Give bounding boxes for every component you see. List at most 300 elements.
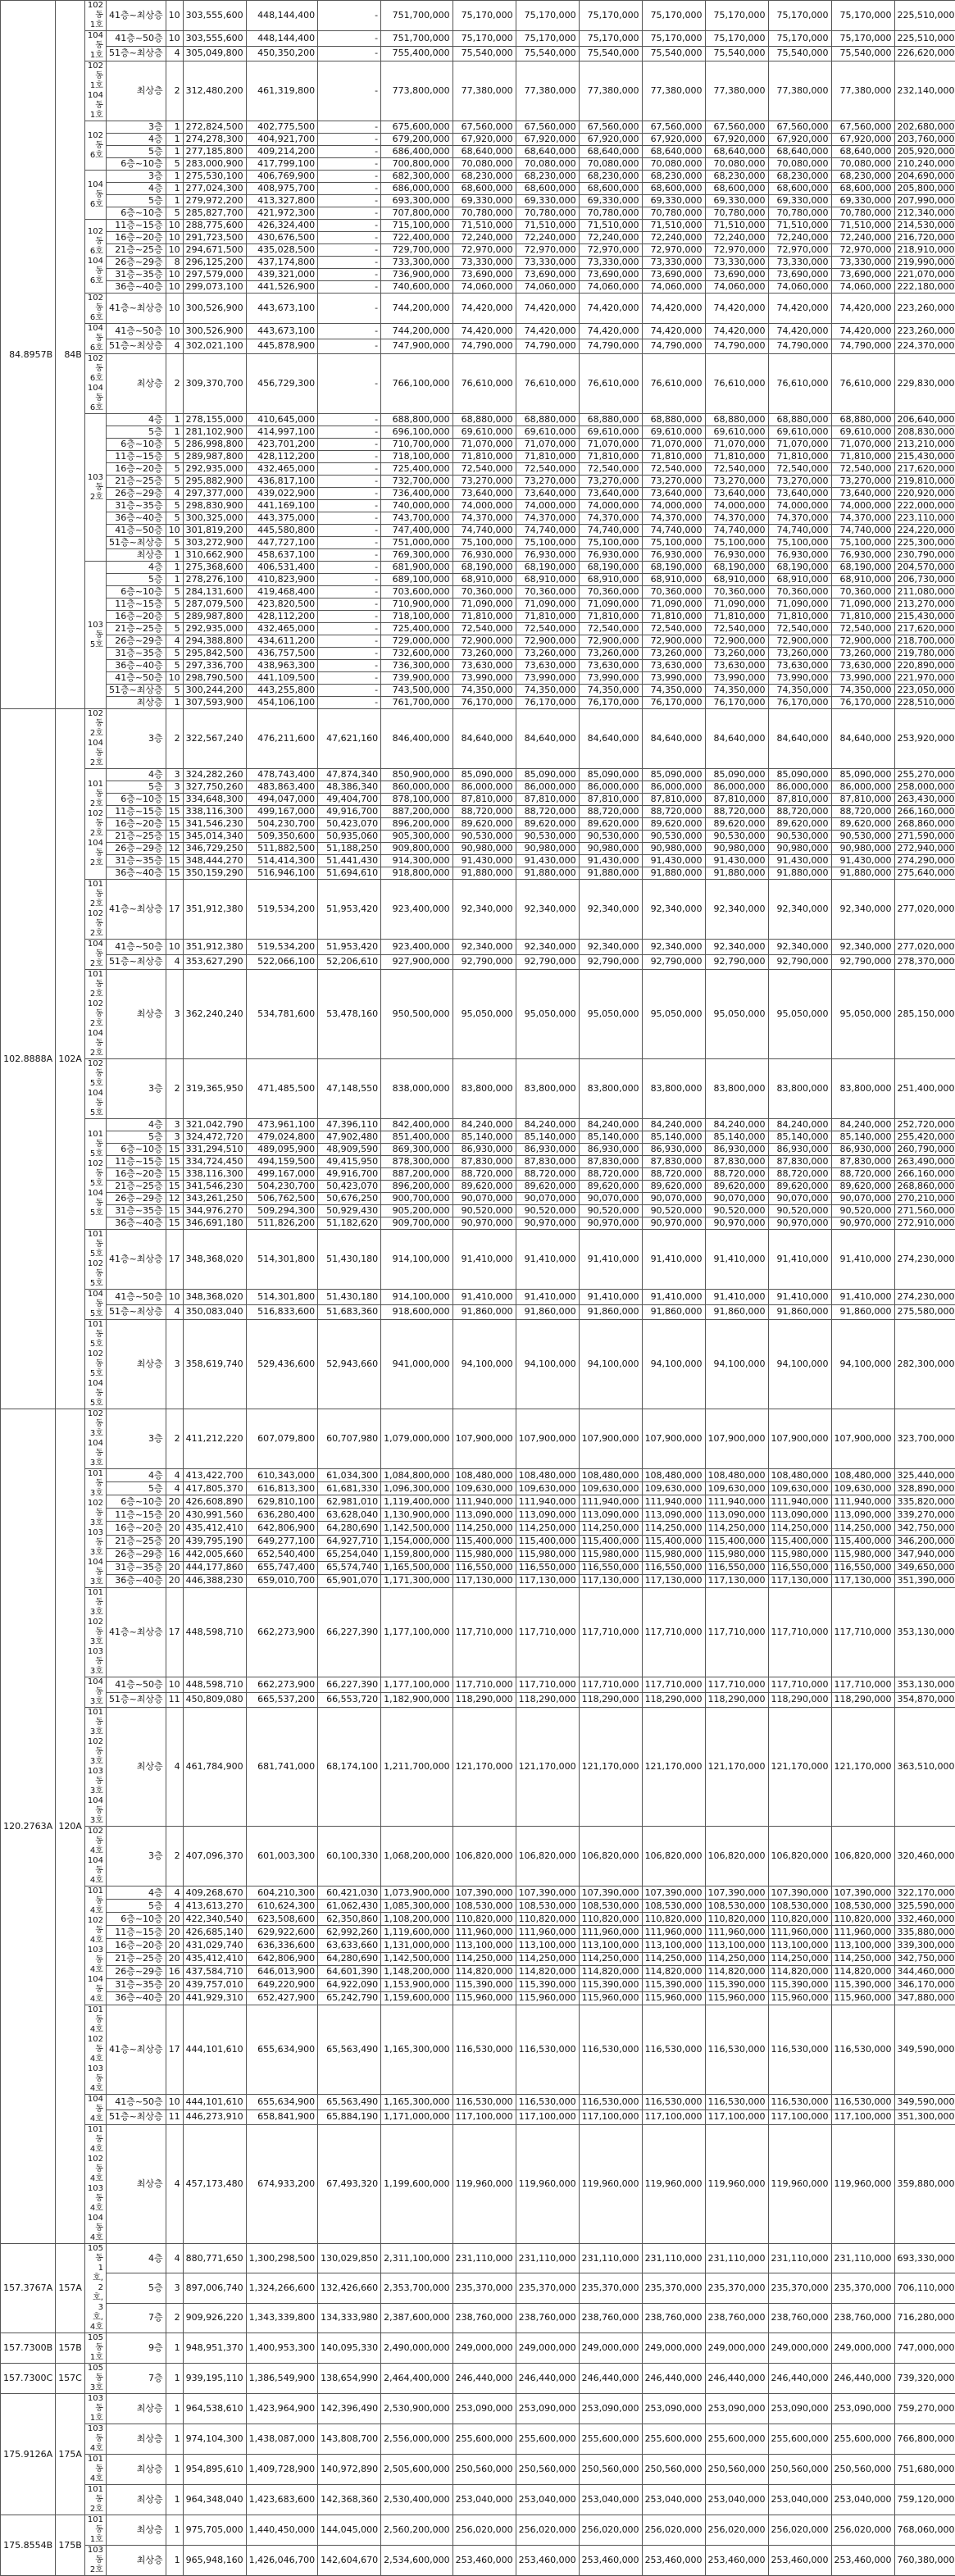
installment-6-cell: 115,400,000 <box>831 1535 894 1548</box>
count-cell: 1 <box>166 562 183 574</box>
installment-5-cell: 117,710,000 <box>768 1677 831 1693</box>
installment-3-cell: 89,620,000 <box>642 818 705 831</box>
extension-cell: 68,174,100 <box>318 1708 381 1827</box>
balance-cell: 225,510,000 <box>894 31 955 47</box>
floor-cell: 5층 <box>106 1131 166 1144</box>
deposit-cell: 74,420,000 <box>452 294 516 324</box>
installment-1-cell: 88,720,000 <box>516 1168 579 1181</box>
installment-6-cell: 108,530,000 <box>831 1900 894 1913</box>
total-price-cell: 851,400,000 <box>381 1131 452 1144</box>
installment-2-cell: 91,410,000 <box>579 1230 642 1290</box>
installment-6-cell: 90,070,000 <box>831 1193 894 1205</box>
floor-cell: 3층 <box>106 1409 166 1469</box>
installment-1-cell: 90,070,000 <box>516 1193 579 1205</box>
extension-cell: 64,280,690 <box>318 1952 381 1965</box>
installment-2-cell: 253,040,000 <box>579 2485 642 2515</box>
installment-6-cell: 115,980,000 <box>831 1548 894 1561</box>
balance-cell: 335,880,000 <box>894 1926 955 1939</box>
balance-cell: 220,890,000 <box>894 660 955 672</box>
extension-cell: 47,874,340 <box>318 769 381 781</box>
extension-cell: 51,182,620 <box>318 1217 381 1230</box>
deposit-cell: 116,530,000 <box>452 2005 516 2095</box>
installment-1-cell: 74,790,000 <box>516 339 579 354</box>
deposit-cell: 71,090,000 <box>452 598 516 611</box>
installment-4-cell: 68,910,000 <box>705 574 768 586</box>
extension-cell: 143,808,700 <box>318 2424 381 2455</box>
count-cell: 15 <box>166 1217 183 1230</box>
installment-2-cell: 231,110,000 <box>579 2244 642 2273</box>
balance-cell: 347,940,000 <box>894 1548 955 1561</box>
floor-cell: 36층~40층 <box>106 660 166 672</box>
installment-4-cell: 106,820,000 <box>705 1827 768 1886</box>
count-cell: 12 <box>166 843 183 855</box>
total-price-cell: 688,800,000 <box>381 414 452 426</box>
deposit-cell: 67,560,000 <box>452 121 516 134</box>
deposit-cell: 253,040,000 <box>452 2485 516 2515</box>
count-cell: 1 <box>166 2424 183 2455</box>
count-cell: 17 <box>166 880 183 940</box>
installment-5-cell: 71,070,000 <box>768 439 831 451</box>
balance-cell: 339,300,000 <box>894 1939 955 1952</box>
installment-1-cell: 113,090,000 <box>516 1509 579 1522</box>
installment-5-cell: 69,330,000 <box>768 195 831 207</box>
installment-4-cell: 255,600,000 <box>705 2424 768 2455</box>
table-row <box>1 769 955 781</box>
deposit-cell: 231,110,000 <box>452 2244 516 2273</box>
floor-cell: 41층~최상층 <box>106 1 166 31</box>
total-price-cell: 751,700,000 <box>381 1 452 31</box>
installment-5-cell: 108,480,000 <box>768 1469 831 1482</box>
count-cell: 15 <box>166 818 183 831</box>
table-row <box>1 2333 955 2364</box>
installment-3-cell: 111,960,000 <box>642 1926 705 1939</box>
installment-2-cell: 72,900,000 <box>579 635 642 648</box>
count-cell: 3 <box>166 1320 183 1409</box>
installment-6-cell: 109,630,000 <box>831 1482 894 1495</box>
installment-1-cell: 92,790,000 <box>516 954 579 970</box>
count-cell: 15 <box>166 1156 183 1168</box>
installment-6-cell: 72,900,000 <box>831 635 894 648</box>
unit-cell: 104동 5호 <box>84 1290 106 1320</box>
land-cost-cell: 439,795,190 <box>183 1535 246 1548</box>
land-cost-cell: 281,102,900 <box>183 426 246 439</box>
build-cost-cell: 506,762,500 <box>246 1193 317 1205</box>
installment-2-cell: 70,360,000 <box>579 586 642 598</box>
installment-5-cell: 107,900,000 <box>768 1409 831 1469</box>
installment-4-cell: 116,530,000 <box>705 2095 768 2110</box>
installment-6-cell: 71,510,000 <box>831 220 894 232</box>
installment-1-cell: 91,410,000 <box>516 1290 579 1305</box>
balance-cell: 223,110,000 <box>894 512 955 525</box>
table-row <box>1 1469 955 1482</box>
floor-cell: 최상층 <box>106 2125 166 2244</box>
installment-1-cell: 75,100,000 <box>516 537 579 549</box>
total-price-cell: 736,900,000 <box>381 269 452 281</box>
deposit-cell: 89,620,000 <box>452 1181 516 1193</box>
floor-cell: 5층 <box>106 195 166 207</box>
floor-cell: 4층 <box>106 183 166 195</box>
installment-5-cell: 238,760,000 <box>768 2303 831 2333</box>
total-price-cell: 1,085,300,000 <box>381 1900 452 1913</box>
extension-cell: 62,992,260 <box>318 1926 381 1939</box>
count-cell: 10 <box>166 220 183 232</box>
installment-1-cell: 71,810,000 <box>516 451 579 463</box>
installment-6-cell: 107,900,000 <box>831 1409 894 1469</box>
build-cost-cell: 629,810,100 <box>246 1495 317 1509</box>
balance-cell: 277,020,000 <box>894 940 955 955</box>
balance-cell: 751,680,000 <box>894 2455 955 2485</box>
installment-6-cell: 121,170,000 <box>831 1708 894 1827</box>
build-cost-cell: 511,826,200 <box>246 1217 317 1230</box>
installment-2-cell: 83,800,000 <box>579 1059 642 1119</box>
total-price-cell: 950,500,000 <box>381 970 452 1059</box>
installment-4-cell: 73,270,000 <box>705 476 768 488</box>
balance-cell: 272,940,000 <box>894 843 955 855</box>
installment-5-cell: 71,090,000 <box>768 598 831 611</box>
installment-4-cell: 74,790,000 <box>705 339 768 354</box>
deposit-cell: 91,880,000 <box>452 867 516 880</box>
installment-1-cell: 117,100,000 <box>516 2109 579 2125</box>
installment-3-cell: 72,540,000 <box>642 623 705 635</box>
area-cell: 175B <box>56 2515 85 2576</box>
installment-5-cell: 114,250,000 <box>768 1952 831 1965</box>
build-cost-cell: 423,820,500 <box>246 598 317 611</box>
land-cost-cell: 310,662,900 <box>183 549 246 562</box>
installment-6-cell: 90,530,000 <box>831 831 894 843</box>
build-cost-cell: 448,144,400 <box>246 31 317 47</box>
installment-6-cell: 91,430,000 <box>831 855 894 867</box>
installment-3-cell: 67,920,000 <box>642 134 705 146</box>
balance-cell: 268,860,000 <box>894 818 955 831</box>
installment-1-cell: 116,530,000 <box>516 2005 579 2095</box>
installment-2-cell: 72,240,000 <box>579 232 642 244</box>
count-cell: 4 <box>166 339 183 354</box>
land-cost-cell: 309,370,700 <box>183 354 246 414</box>
land-cost-cell: 343,261,250 <box>183 1193 246 1205</box>
installment-6-cell: 71,810,000 <box>831 451 894 463</box>
extension-cell: 51,188,250 <box>318 843 381 855</box>
installment-3-cell: 84,640,000 <box>642 709 705 769</box>
extension-cell: - <box>318 244 381 257</box>
land-cost-cell: 413,613,270 <box>183 1900 246 1913</box>
land-cost-cell: 348,368,020 <box>183 1230 246 1290</box>
installment-3-cell: 107,900,000 <box>642 1409 705 1469</box>
installment-1-cell: 68,910,000 <box>516 574 579 586</box>
total-price-cell: 751,000,000 <box>381 537 452 549</box>
balance-cell: 255,270,000 <box>894 769 955 781</box>
table-row <box>1 2303 955 2333</box>
table-row <box>1 970 955 1059</box>
count-cell: 1 <box>166 2364 183 2394</box>
installment-2-cell: 117,710,000 <box>579 1588 642 1677</box>
build-cost-cell: 1,423,683,600 <box>246 2485 317 2515</box>
installment-2-cell: 91,880,000 <box>579 867 642 880</box>
land-cost-cell: 431,029,740 <box>183 1939 246 1952</box>
extension-cell: 51,953,420 <box>318 940 381 955</box>
deposit-cell: 117,130,000 <box>452 1574 516 1587</box>
installment-6-cell: 72,540,000 <box>831 463 894 476</box>
build-cost-cell: 435,028,500 <box>246 244 317 257</box>
installment-5-cell: 84,240,000 <box>768 1119 831 1131</box>
balance-cell: 213,270,000 <box>894 598 955 611</box>
count-cell: 10 <box>166 244 183 257</box>
balance-cell: 271,560,000 <box>894 1205 955 1217</box>
balance-cell: 219,990,000 <box>894 257 955 269</box>
extension-cell: - <box>318 648 381 660</box>
build-cost-cell: 499,167,000 <box>246 806 317 818</box>
installment-1-cell: 69,610,000 <box>516 426 579 439</box>
table-row <box>1 1913 955 1926</box>
floor-cell: 11층~15층 <box>106 598 166 611</box>
count-cell: 5 <box>166 586 183 598</box>
table-row <box>1 1230 955 1290</box>
installment-3-cell: 85,140,000 <box>642 1131 705 1144</box>
total-price-cell: 725,400,000 <box>381 463 452 476</box>
balance-cell: 359,880,000 <box>894 2125 955 2244</box>
land-cost-cell: 303,555,600 <box>183 31 246 47</box>
table-row <box>1 1827 955 1886</box>
total-price-cell: 2,556,000,000 <box>381 2424 452 2455</box>
total-price-cell: 740,600,000 <box>381 281 452 294</box>
extension-cell: 49,916,700 <box>318 806 381 818</box>
build-cost-cell: 522,066,100 <box>246 954 317 970</box>
balance-cell: 282,300,000 <box>894 1320 955 1409</box>
build-cost-cell: 434,611,200 <box>246 635 317 648</box>
deposit-cell: 114,250,000 <box>452 1952 516 1965</box>
table-row <box>1 831 955 843</box>
installment-2-cell: 92,790,000 <box>579 954 642 970</box>
installment-4-cell: 87,830,000 <box>705 1156 768 1168</box>
count-cell: 4 <box>166 488 183 500</box>
floor-cell: 6층~10층 <box>106 1495 166 1509</box>
total-price-cell: 914,100,000 <box>381 1230 452 1290</box>
extension-cell: 142,604,670 <box>318 2546 381 2576</box>
floor-cell: 36층~40층 <box>106 512 166 525</box>
installment-2-cell: 119,960,000 <box>579 2125 642 2244</box>
unit-cell: 102동 3호 104동 3호 <box>84 1409 106 1469</box>
balance-cell: 760,380,000 <box>894 2546 955 2576</box>
installment-4-cell: 94,100,000 <box>705 1320 768 1409</box>
floor-cell: 16층~20층 <box>106 463 166 476</box>
build-cost-cell: 430,676,500 <box>246 232 317 244</box>
count-cell: 1 <box>166 2515 183 2546</box>
installment-3-cell: 92,790,000 <box>642 954 705 970</box>
table-row <box>1 1548 955 1561</box>
installment-3-cell: 76,610,000 <box>642 354 705 414</box>
installment-4-cell: 74,740,000 <box>705 525 768 537</box>
installment-6-cell: 75,100,000 <box>831 537 894 549</box>
balance-cell: 232,140,000 <box>894 61 955 121</box>
installment-6-cell: 76,930,000 <box>831 549 894 562</box>
installment-3-cell: 72,970,000 <box>642 244 705 257</box>
unit-cell: 101동 5호 102동 5호 <box>84 1230 106 1290</box>
floor-cell: 5층 <box>106 781 166 794</box>
count-cell: 5 <box>166 685 183 697</box>
installment-6-cell: 87,830,000 <box>831 1156 894 1168</box>
table-row <box>1 158 955 171</box>
extension-cell: - <box>318 195 381 207</box>
deposit-cell: 67,920,000 <box>452 134 516 146</box>
balance-cell: 206,640,000 <box>894 414 955 426</box>
build-cost-cell: 1,386,549,900 <box>246 2364 317 2394</box>
floor-cell: 51층~최상층 <box>106 1692 166 1708</box>
land-cost-cell: 417,805,370 <box>183 1482 246 1495</box>
build-cost-cell: 519,534,200 <box>246 940 317 955</box>
floor-cell: 26층~29층 <box>106 843 166 855</box>
installment-6-cell: 249,000,000 <box>831 2333 894 2364</box>
extension-cell: 63,633,660 <box>318 1939 381 1952</box>
installment-3-cell: 256,020,000 <box>642 2515 705 2546</box>
installment-6-cell: 74,000,000 <box>831 500 894 512</box>
balance-cell: 219,810,000 <box>894 476 955 488</box>
land-cost-cell: 284,131,600 <box>183 586 246 598</box>
installment-5-cell: 94,100,000 <box>768 1320 831 1409</box>
installment-3-cell: 74,350,000 <box>642 685 705 697</box>
table-row <box>1 574 955 586</box>
installment-3-cell: 74,740,000 <box>642 525 705 537</box>
build-cost-cell: 443,673,100 <box>246 294 317 324</box>
floor-cell: 최상층 <box>106 697 166 709</box>
installment-3-cell: 87,830,000 <box>642 1156 705 1168</box>
land-cost-cell: 348,368,020 <box>183 1290 246 1305</box>
land-cost-cell: 974,104,300 <box>183 2424 246 2455</box>
build-cost-cell: 658,841,900 <box>246 2109 317 2125</box>
build-cost-cell: 1,438,087,000 <box>246 2424 317 2455</box>
installment-2-cell: 71,070,000 <box>579 439 642 451</box>
count-cell: 10 <box>166 1 183 31</box>
build-cost-cell: 450,350,200 <box>246 46 317 61</box>
total-price-cell: 2,353,700,000 <box>381 2273 452 2303</box>
land-cost-cell: 426,685,140 <box>183 1926 246 1939</box>
installment-5-cell: 117,710,000 <box>768 1588 831 1677</box>
land-cost-cell: 292,935,000 <box>183 463 246 476</box>
floor-cell: 6층~10층 <box>106 158 166 171</box>
installment-4-cell: 86,000,000 <box>705 781 768 794</box>
installment-4-cell: 116,550,000 <box>705 1561 768 1574</box>
build-cost-cell: 662,273,900 <box>246 1677 317 1693</box>
installment-4-cell: 73,260,000 <box>705 648 768 660</box>
balance-cell: 204,690,000 <box>894 171 955 183</box>
balance-cell: 268,860,000 <box>894 1181 955 1193</box>
installment-1-cell: 70,780,000 <box>516 207 579 220</box>
installment-4-cell: 74,350,000 <box>705 685 768 697</box>
installment-1-cell: 69,330,000 <box>516 195 579 207</box>
land-cost-cell: 964,538,610 <box>183 2394 246 2424</box>
deposit-cell: 74,000,000 <box>452 500 516 512</box>
floor-cell: 최상층 <box>106 2515 166 2546</box>
installment-4-cell: 75,170,000 <box>705 1 768 31</box>
balance-cell: 222,180,000 <box>894 281 955 294</box>
build-cost-cell: 652,427,900 <box>246 1991 317 2005</box>
deposit-cell: 73,690,000 <box>452 269 516 281</box>
installment-5-cell: 86,000,000 <box>768 781 831 794</box>
installment-2-cell: 73,630,000 <box>579 660 642 672</box>
installment-3-cell: 238,760,000 <box>642 2303 705 2333</box>
count-cell: 15 <box>166 1181 183 1193</box>
count-cell: 15 <box>166 867 183 880</box>
installment-2-cell: 73,260,000 <box>579 648 642 660</box>
installment-3-cell: 75,170,000 <box>642 1 705 31</box>
installment-3-cell: 92,340,000 <box>642 940 705 955</box>
deposit-cell: 108,480,000 <box>452 1469 516 1482</box>
deposit-cell: 92,340,000 <box>452 940 516 955</box>
installment-3-cell: 90,070,000 <box>642 1193 705 1205</box>
installment-1-cell: 88,720,000 <box>516 806 579 818</box>
unit-cell: 104동 6호 <box>84 324 106 354</box>
unit-cell: 102동 6호 <box>84 121 106 171</box>
table-row <box>1 1991 955 2005</box>
total-price-cell: 689,100,000 <box>381 574 452 586</box>
build-cost-cell: 519,534,200 <box>246 880 317 940</box>
land-cost-cell: 305,049,800 <box>183 46 246 61</box>
installment-4-cell: 91,430,000 <box>705 855 768 867</box>
installment-6-cell: 72,240,000 <box>831 232 894 244</box>
extension-cell: - <box>318 414 381 426</box>
build-cost-cell: 516,833,600 <box>246 1304 317 1320</box>
floor-cell: 최상층 <box>106 1708 166 1827</box>
installment-5-cell: 86,930,000 <box>768 1144 831 1156</box>
floor-cell: 41층~50층 <box>106 1290 166 1305</box>
build-cost-cell: 1,300,298,500 <box>246 2244 317 2273</box>
installment-4-cell: 235,370,000 <box>705 2273 768 2303</box>
table-row <box>1 183 955 195</box>
count-cell: 10 <box>166 940 183 955</box>
installment-3-cell: 71,510,000 <box>642 220 705 232</box>
total-price-cell: 718,100,000 <box>381 611 452 623</box>
table-row <box>1 281 955 294</box>
count-cell: 4 <box>166 1469 183 1482</box>
land-cost-cell: 297,336,700 <box>183 660 246 672</box>
count-cell: 5 <box>166 598 183 611</box>
total-price-cell: 1,068,200,000 <box>381 1827 452 1886</box>
extension-cell: 51,953,420 <box>318 880 381 940</box>
installment-4-cell: 90,520,000 <box>705 1205 768 1217</box>
deposit-cell: 255,600,000 <box>452 2424 516 2455</box>
balance-cell: 218,700,000 <box>894 635 955 648</box>
installment-3-cell: 110,820,000 <box>642 1913 705 1926</box>
land-cost-cell: 312,480,200 <box>183 61 246 121</box>
installment-2-cell: 74,420,000 <box>579 324 642 339</box>
land-cost-cell: 954,895,610 <box>183 2455 246 2485</box>
installment-5-cell: 88,720,000 <box>768 806 831 818</box>
installment-3-cell: 71,070,000 <box>642 439 705 451</box>
installment-1-cell: 108,530,000 <box>516 1900 579 1913</box>
build-cost-cell: 511,882,500 <box>246 843 317 855</box>
installment-3-cell: 117,100,000 <box>642 2109 705 2125</box>
floor-cell: 4층 <box>106 2244 166 2273</box>
installment-4-cell: 90,530,000 <box>705 831 768 843</box>
total-price-cell: 682,300,000 <box>381 171 452 183</box>
deposit-cell: 91,410,000 <box>452 1290 516 1305</box>
installment-4-cell: 92,340,000 <box>705 880 768 940</box>
installment-1-cell: 94,100,000 <box>516 1320 579 1409</box>
installment-6-cell: 113,090,000 <box>831 1509 894 1522</box>
land-cost-cell: 286,998,800 <box>183 439 246 451</box>
total-price-cell: 850,900,000 <box>381 769 452 781</box>
table-row <box>1 940 955 955</box>
installment-4-cell: 91,860,000 <box>705 1304 768 1320</box>
land-cost-cell: 880,771,650 <box>183 2244 246 2273</box>
build-cost-cell: 441,109,500 <box>246 672 317 685</box>
build-cost-cell: 441,169,100 <box>246 500 317 512</box>
count-cell: 4 <box>166 635 183 648</box>
table-row <box>1 685 955 697</box>
count-cell: 1 <box>166 183 183 195</box>
table-row <box>1 1952 955 1965</box>
installment-6-cell: 90,980,000 <box>831 843 894 855</box>
installment-5-cell: 71,810,000 <box>768 451 831 463</box>
installment-5-cell: 90,980,000 <box>768 843 831 855</box>
